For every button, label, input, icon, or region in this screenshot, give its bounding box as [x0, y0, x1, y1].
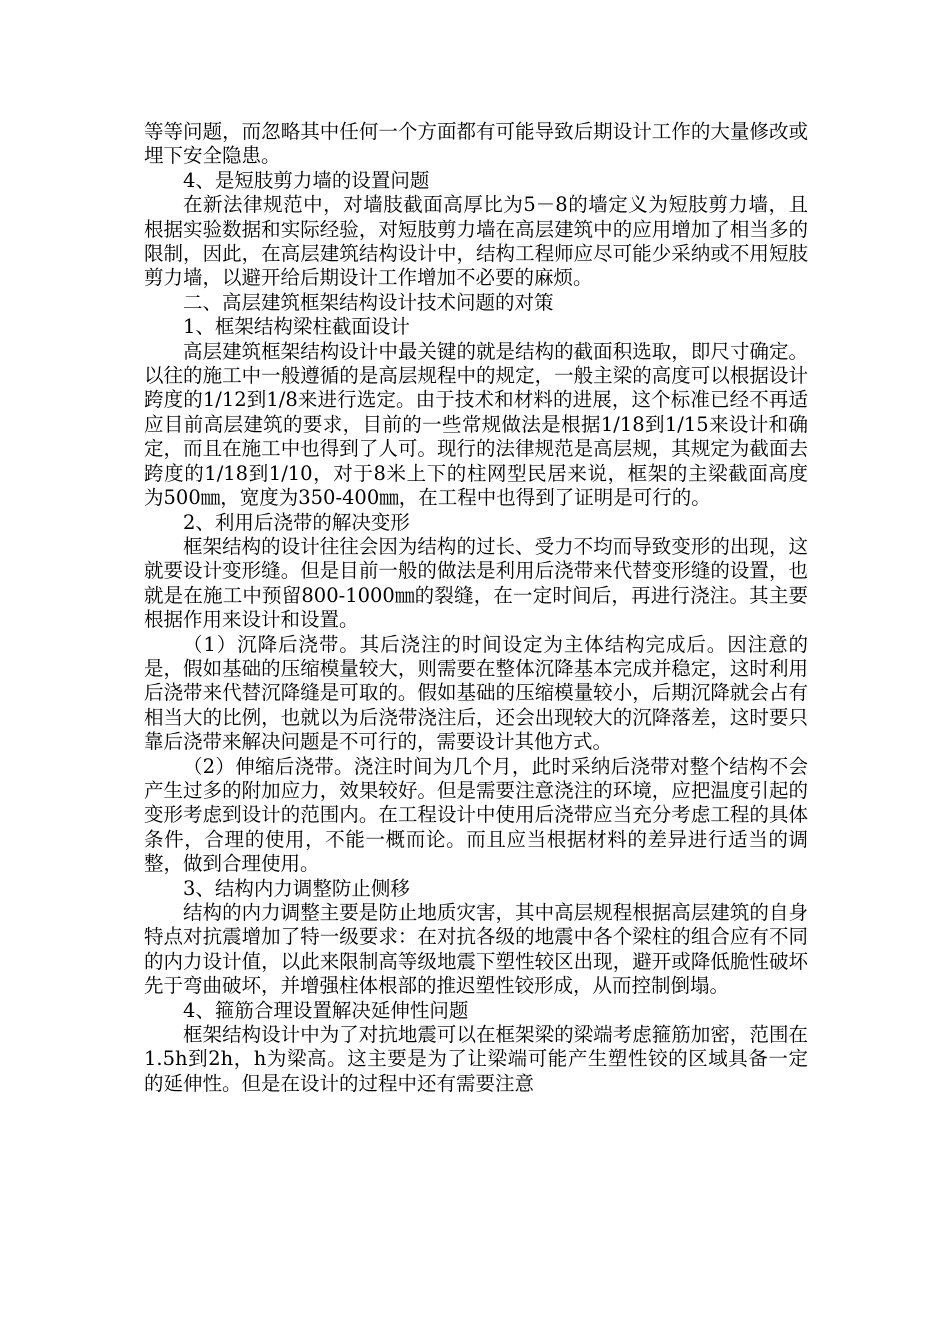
document-body — [144, 120, 808, 1096]
section-heading: 2、利用后浇带的解决变形 — [183, 510, 410, 534]
body-paragraph: （1）沉降后浇带。其后浇注的时间设定为主体结构完成后。因注意的是，假如基础的压缩模量较大，则需要在整体沉降基本完成并稳定，这时利用后浇带来代替沉降缝是可取的。假如基础的压缩模量较小，后期沉降就会占有相当大的比例，也就以为后浇带浇注后，还会出现较大的沉降落差，这时要只靠后浇带来解决问题是不可行的，需要设计其他方式。 — [144, 632, 808, 754]
section-heading: 1、框架结构梁柱截面设计 — [183, 315, 410, 339]
body-paragraph: 等等问题，而忽略其中任何一个方面都有可能导致后期设计工作的大量修改或埋下安全隐患。 — [144, 120, 808, 168]
body-paragraph: 高层建筑框架结构设计中最关键的就是结构的截面积选取，即尺寸确定。以往的施工中一般遵循的是高层规程中的规定，一般主梁的高度可以根据设计跨度的1/12到1/8来进行选定。由于技术和材料的进展，这个标准已经不再适应目前高层建筑的要求，目前的一些常规做法是根据1/18到1/15来设计和确定，而且在施工中也得到了人可。现行的法律规范是高层规，其规定为截面去跨度的1/18到1/10，对于8米上下的柱网型民居来说，框架的主梁截面高度为500㎜，宽度为350-400㎜，在工程中也得到了证明是可行的。 — [144, 339, 808, 510]
section-heading: 二、高层建筑框架结构设计技术问题的对策 — [183, 290, 554, 314]
section-heading: 4、箍筋合理设置解决延伸性问题 — [183, 998, 469, 1022]
body-paragraph: 框架结构的设计往往会因为结构的过长、受力不均而导致变形的出现，这就要设计变形缝。但是目前一般的做法是利用后浇带来代替变形缝的设置，也就是在施工中预留800-1000㎜的裂缝，在一定时间后，再进行浇注。其主要根据作用来设计和设置。 — [144, 534, 808, 632]
section-heading: 3、结构内力调整防止侧移 — [183, 876, 410, 900]
body-paragraph: （2）伸缩后浇带。浇注时间为几个月，此时采纳后浇带对整个结构不会产生过多的附加应力，效果较好。但是需要注意浇注的环境，应把温度引起的变形考虑到设计的范围内。在工程设计中使用后浇带应当充分考虑工程的具体条件，合理的使用，不能一概而论。而且应当根据材料的差异进行适当的调整，做到合理使用。 — [144, 754, 808, 876]
body-paragraph: 结构的内力调整主要是防止地质灾害，其中高层规程根据高层建筑的自身特点对抗震增加了特一级要求：在对抗各级的地震中各个梁柱的组合应有不同的内力设计值，以此来限制高等级地震下塑性较区出现，避开或降低脆性破坏先于弯曲破坏，并增强柱体根部的推迟塑性铰形成，从而控制倒塌。 — [144, 901, 808, 998]
section-heading: 4、是短肢剪力墙的设置问题 — [183, 168, 430, 192]
body-paragraph: 框架结构设计中为了对抗地震可以在框架梁的梁端考虑箍筋加密，范围在1.5h到2h，h为梁高。这主要是为了让梁端可能产生塑性铰的区域具备一定的延伸性。但是在设计的过程中还有需要注意 — [144, 1023, 808, 1095]
body-paragraph: 在新法律规范中，对墙肢截面高厚比为5－8的墙定义为短肢剪力墙，且根据实验数据和实际经验，对短肢剪力墙在高层建筑中的应用增加了相当多的限制，因此，在高层建筑结构设计中，结构工程师应尽可能少采纳或不用短肢剪力墙，以避开给后期设计工作增加不必要的麻烦。 — [144, 193, 808, 290]
